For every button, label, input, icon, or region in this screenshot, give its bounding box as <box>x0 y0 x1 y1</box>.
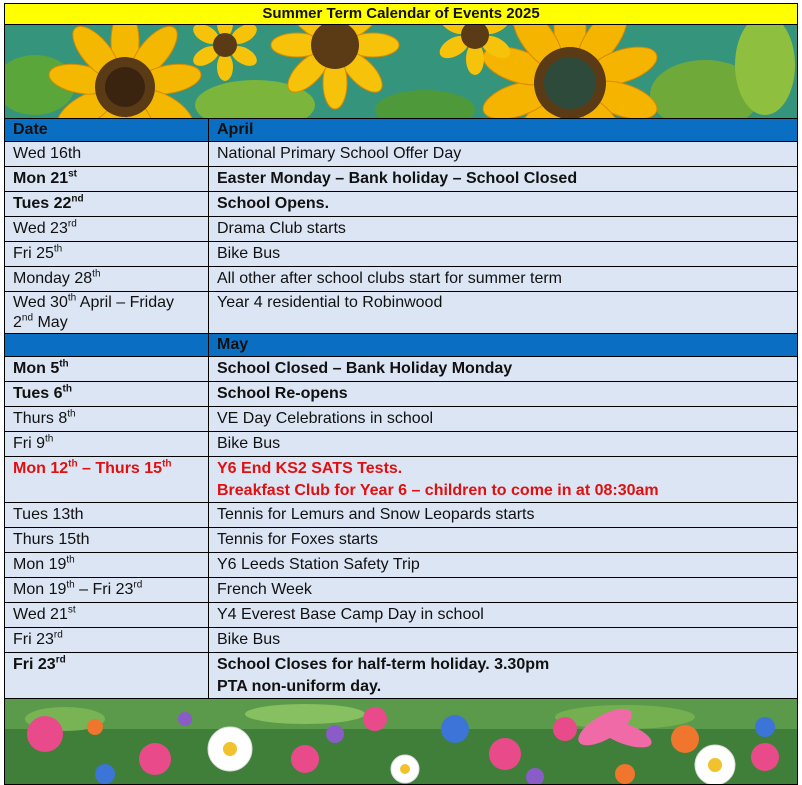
event-description: Year 4 residential to Robinwood <box>209 292 798 334</box>
event-description: Tennis for Foxes starts <box>209 528 798 553</box>
month-header-may: May <box>209 334 798 357</box>
table-row <box>5 553 798 578</box>
event-description: Drama Club starts <box>209 217 798 242</box>
event-date: Tues 13th <box>5 503 209 528</box>
table-header-row <box>5 119 798 142</box>
event-description: All other after school clubs start for summer term <box>209 267 798 292</box>
event-description: School Opens. <box>209 192 798 217</box>
event-description: Y6 Leeds Station Safety Trip <box>209 553 798 578</box>
event-date: Fri 9th <box>5 432 209 457</box>
table-row <box>5 167 798 192</box>
event-date: Thurs 8th <box>5 407 209 432</box>
event-date: Monday 28th <box>5 267 209 292</box>
table-row <box>5 503 798 528</box>
event-date: Wed 30th April – Friday 2nd May <box>5 292 209 334</box>
event-date: Mon 5th <box>5 357 209 382</box>
table-row <box>5 603 798 628</box>
event-description: French Week <box>209 578 798 603</box>
table-row <box>5 192 798 217</box>
table-row <box>5 292 798 334</box>
flower-illustration <box>5 699 797 785</box>
table-row <box>5 242 798 267</box>
event-description: National Primary School Offer Day <box>209 142 798 167</box>
event-date: Mon 19th <box>5 553 209 578</box>
event-date: Fri 23rd <box>5 628 209 653</box>
event-description: Bike Bus <box>209 242 798 267</box>
event-description: Easter Monday – Bank holiday – School Closed <box>209 167 798 192</box>
month-header-row <box>5 334 798 357</box>
event-date: Tues 22nd <box>5 192 209 217</box>
table-row <box>5 578 798 603</box>
event-date: Wed 16th <box>5 142 209 167</box>
event-date: Tues 6th <box>5 382 209 407</box>
table-row <box>5 528 798 553</box>
page-title: Summer Term Calendar of Events 2025 <box>4 3 798 25</box>
table-row <box>5 357 798 382</box>
event-description: Y4 Everest Base Camp Day in school <box>209 603 798 628</box>
table-row <box>5 653 798 699</box>
table-row <box>5 267 798 292</box>
event-date: Wed 21st <box>5 603 209 628</box>
events-table <box>4 118 798 699</box>
event-date: Wed 23rd <box>5 217 209 242</box>
month-header-april: April <box>209 119 798 142</box>
sunflower-illustration <box>5 25 797 118</box>
event-date: Fri 23rd <box>5 653 209 699</box>
event-description: Y6 End KS2 SATS Tests. Breakfast Club for Year 6 – children to come in at 08:30am <box>209 457 798 503</box>
calendar-page <box>4 3 798 785</box>
event-date: Fri 25th <box>5 242 209 267</box>
table-row <box>5 407 798 432</box>
event-date: Mon 19th – Fri 23rd <box>5 578 209 603</box>
event-description: School Closes for half-term holiday. 3.30pm PTA non-uniform day. <box>209 653 798 699</box>
table-row <box>5 142 798 167</box>
event-date: Thurs 15th <box>5 528 209 553</box>
event-description: School Re-opens <box>209 382 798 407</box>
date-column-header: Date <box>5 119 209 142</box>
table-row-highlight <box>5 457 798 503</box>
table-row <box>5 628 798 653</box>
event-description: VE Day Celebrations in school <box>209 407 798 432</box>
sunflower-banner-image <box>4 25 798 118</box>
event-description: School Closed – Bank Holiday Monday <box>209 357 798 382</box>
event-description: Bike Bus <box>209 628 798 653</box>
table-row <box>5 432 798 457</box>
table-row <box>5 382 798 407</box>
event-description: Bike Bus <box>209 432 798 457</box>
event-date: Mon 21st <box>5 167 209 192</box>
flowers-footer-image <box>4 699 798 785</box>
table-row <box>5 217 798 242</box>
event-description: Tennis for Lemurs and Snow Leopards starts <box>209 503 798 528</box>
event-date: Mon 12th – Thurs 15th <box>5 457 209 503</box>
